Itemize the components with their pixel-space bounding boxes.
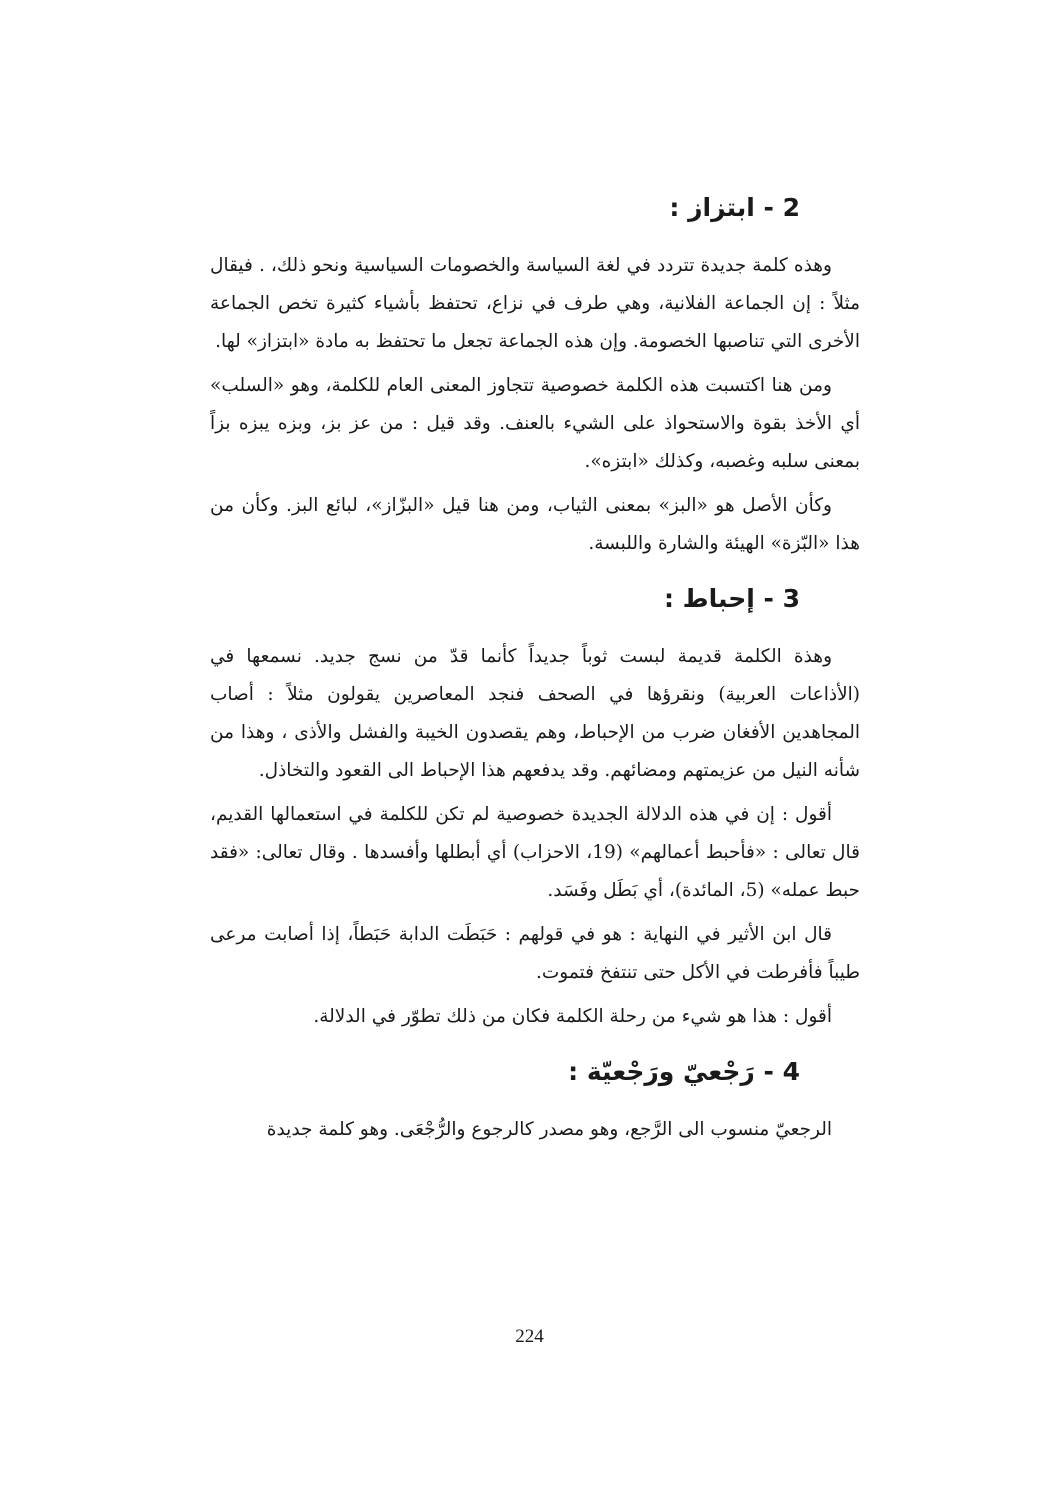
paragraph: الرجعيّ منسوب الى الرَّجع، وهو مصدر كالرجوع والرُّجْعَى. وهو كلمة جديدة [266, 1119, 832, 1140]
paragraph: وهذه كلمة جديدة تتردد في لغة السياسة والخصومات السياسية ونحو ذلك، . فيقال مثلاً : إن الجماعة الفلانية، وهي طرف في نزاع، تحتفظ بأشياء كثيرة تخص الجماعة الأخرى التي تناصبها الخصومة. وإن هذه الجماعة تجعل ما تحتفظ به مادة «ابتزاز» لها. [210, 255, 860, 352]
section-heading-ihbat: 3 - إحباط : [663, 584, 800, 613]
paragraph: أقول : هذا هو شيء من رحلة الكلمة فكان من ذلك تطوّر في الدلالة. [313, 1006, 832, 1027]
page-number: 224 [515, 1326, 544, 1347]
paragraph: قال ابن الأثير في النهاية : هو في قولهم : حَبَطَت الدابة حَبَطاً، إذا أصابت مرعى طيباً فأفرطت في الأكل حتى تنتفخ فتموت. [210, 924, 860, 983]
paragraph: وكأن الأصل هو «البز» بمعنى الثياب، ومن هنا قيل «البزّاز»، لبائع البز. وكأن من هذا «البّزة» الهيئة والشارة واللبسة. [210, 495, 860, 554]
section-heading-rajiyy: 4 - رَجْعيّ ورَجْعيّة : [568, 1057, 800, 1086]
section-heading-ibtizaz: 2 - ابتزاز : [669, 193, 800, 222]
paragraph: أقول : إن في هذه الدلالة الجديدة خصوصية لم تكن للكلمة في استعمالها القديم، قال تعالى : «فأحبط أعمالهم» (19، الاحزاب) أي أبطلها وأفسدها . وقال تعالى: «فقد حبط عمله» (5، المائدة)، أي بَطَل وفَسَد. [210, 804, 860, 901]
page-body [210, 190, 860, 1155]
paragraph: وهذة الكلمة قديمة لبست ثوباً جديداً كأنما قدّ من نسج جديد. نسمعها في (الأذاعات العربية) ونقرؤها في الصحف فنجد المعاصرين يقولون مثلاً : أصاب المجاهدين الأفغان ضرب من الإحباط، وهم يقصدون الخيبة والفشل والأذى ، وهذا من شأنه النيل من عزيمتهم ومضائهم. وقد يدفعهم هذا الإحباط الى القعود والتخاذل. [210, 646, 860, 781]
paragraph: ومن هنا اكتسبت هذه الكلمة خصوصية تتجاوز المعنى العام للكلمة، وهو «السلب» أي الأخذ بقوة والاستحواذ على الشيء بالعنف. وقد قيل : من عز بز، وبزه يبزه بزاً بمعنى سلبه وغصبه، وكذلك «ابتزه». [210, 375, 860, 472]
